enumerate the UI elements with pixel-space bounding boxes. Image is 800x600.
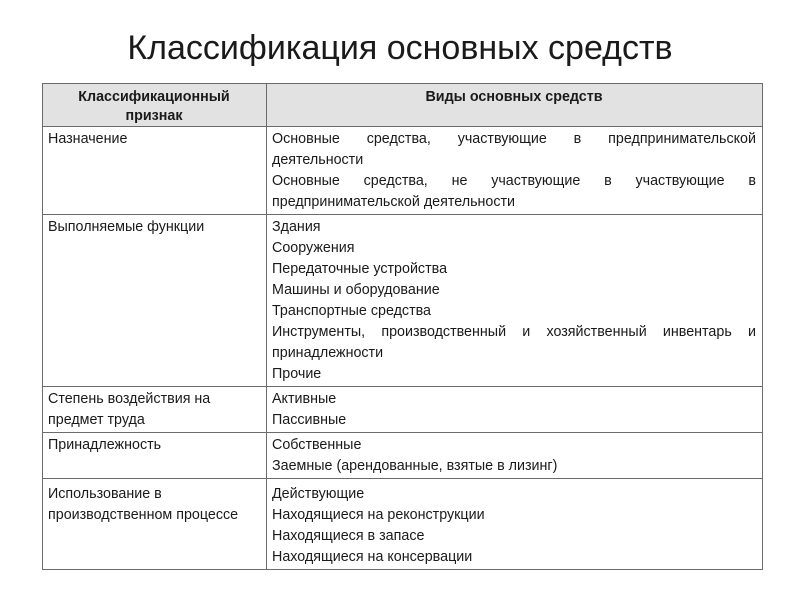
- type-item: Основные средства, не участвующие в участвующие в предпринимательской деятельности: [272, 173, 756, 210]
- classification-table-container: [42, 83, 762, 570]
- slide-title: Классификация основных средств: [127, 29, 673, 67]
- table-row-usage: [43, 479, 763, 570]
- classification-table: [42, 83, 763, 570]
- type-item: Здания: [272, 219, 321, 235]
- type-item: Активные: [272, 391, 337, 407]
- table-row-functions: [43, 215, 763, 387]
- type-item: Собственные: [272, 437, 362, 453]
- type-item: Транспортные средства: [272, 303, 432, 319]
- table-header-row: [43, 84, 763, 127]
- types-cell: [267, 127, 763, 215]
- type-item: Пассивные: [272, 412, 347, 428]
- type-item: Машины и оборудование: [272, 282, 440, 298]
- types-cell: [267, 479, 763, 570]
- feature-cell: Степень воздействия на предмет труда: [43, 387, 267, 433]
- header-classification-feature: Классификационный признак: [43, 84, 267, 127]
- table-row-purpose: [43, 127, 763, 215]
- type-item: Заемные (арендованные, взятые в лизинг): [272, 458, 558, 474]
- type-item: Находящиеся в запасе: [272, 528, 425, 544]
- table-row-ownership: [43, 433, 763, 479]
- types-cell: [267, 433, 763, 479]
- type-item: Находящиеся на консервации: [272, 549, 473, 565]
- type-item: Передаточные устройства: [272, 261, 448, 277]
- type-item: Прочие: [272, 366, 322, 382]
- feature-cell: Принадлежность: [43, 433, 267, 479]
- type-item: Находящиеся на реконструкции: [272, 507, 485, 523]
- feature-cell: Использование в производственном процессе: [43, 479, 267, 570]
- feature-cell: Назначение: [43, 127, 267, 215]
- type-item: Сооружения: [272, 240, 355, 256]
- types-cell: [267, 387, 763, 433]
- type-item: Инструменты, производственный и хозяйственный инвентарь и принадлежности: [272, 324, 756, 361]
- type-item: Действующие: [272, 486, 365, 502]
- table-row-impact: [43, 387, 763, 433]
- type-item: Основные средства, участвующие в предпринимательской деятельности: [272, 131, 756, 168]
- feature-cell: Выполняемые функции: [43, 215, 267, 387]
- types-cell: [267, 215, 763, 387]
- header-asset-types: Виды основных средств: [267, 84, 763, 127]
